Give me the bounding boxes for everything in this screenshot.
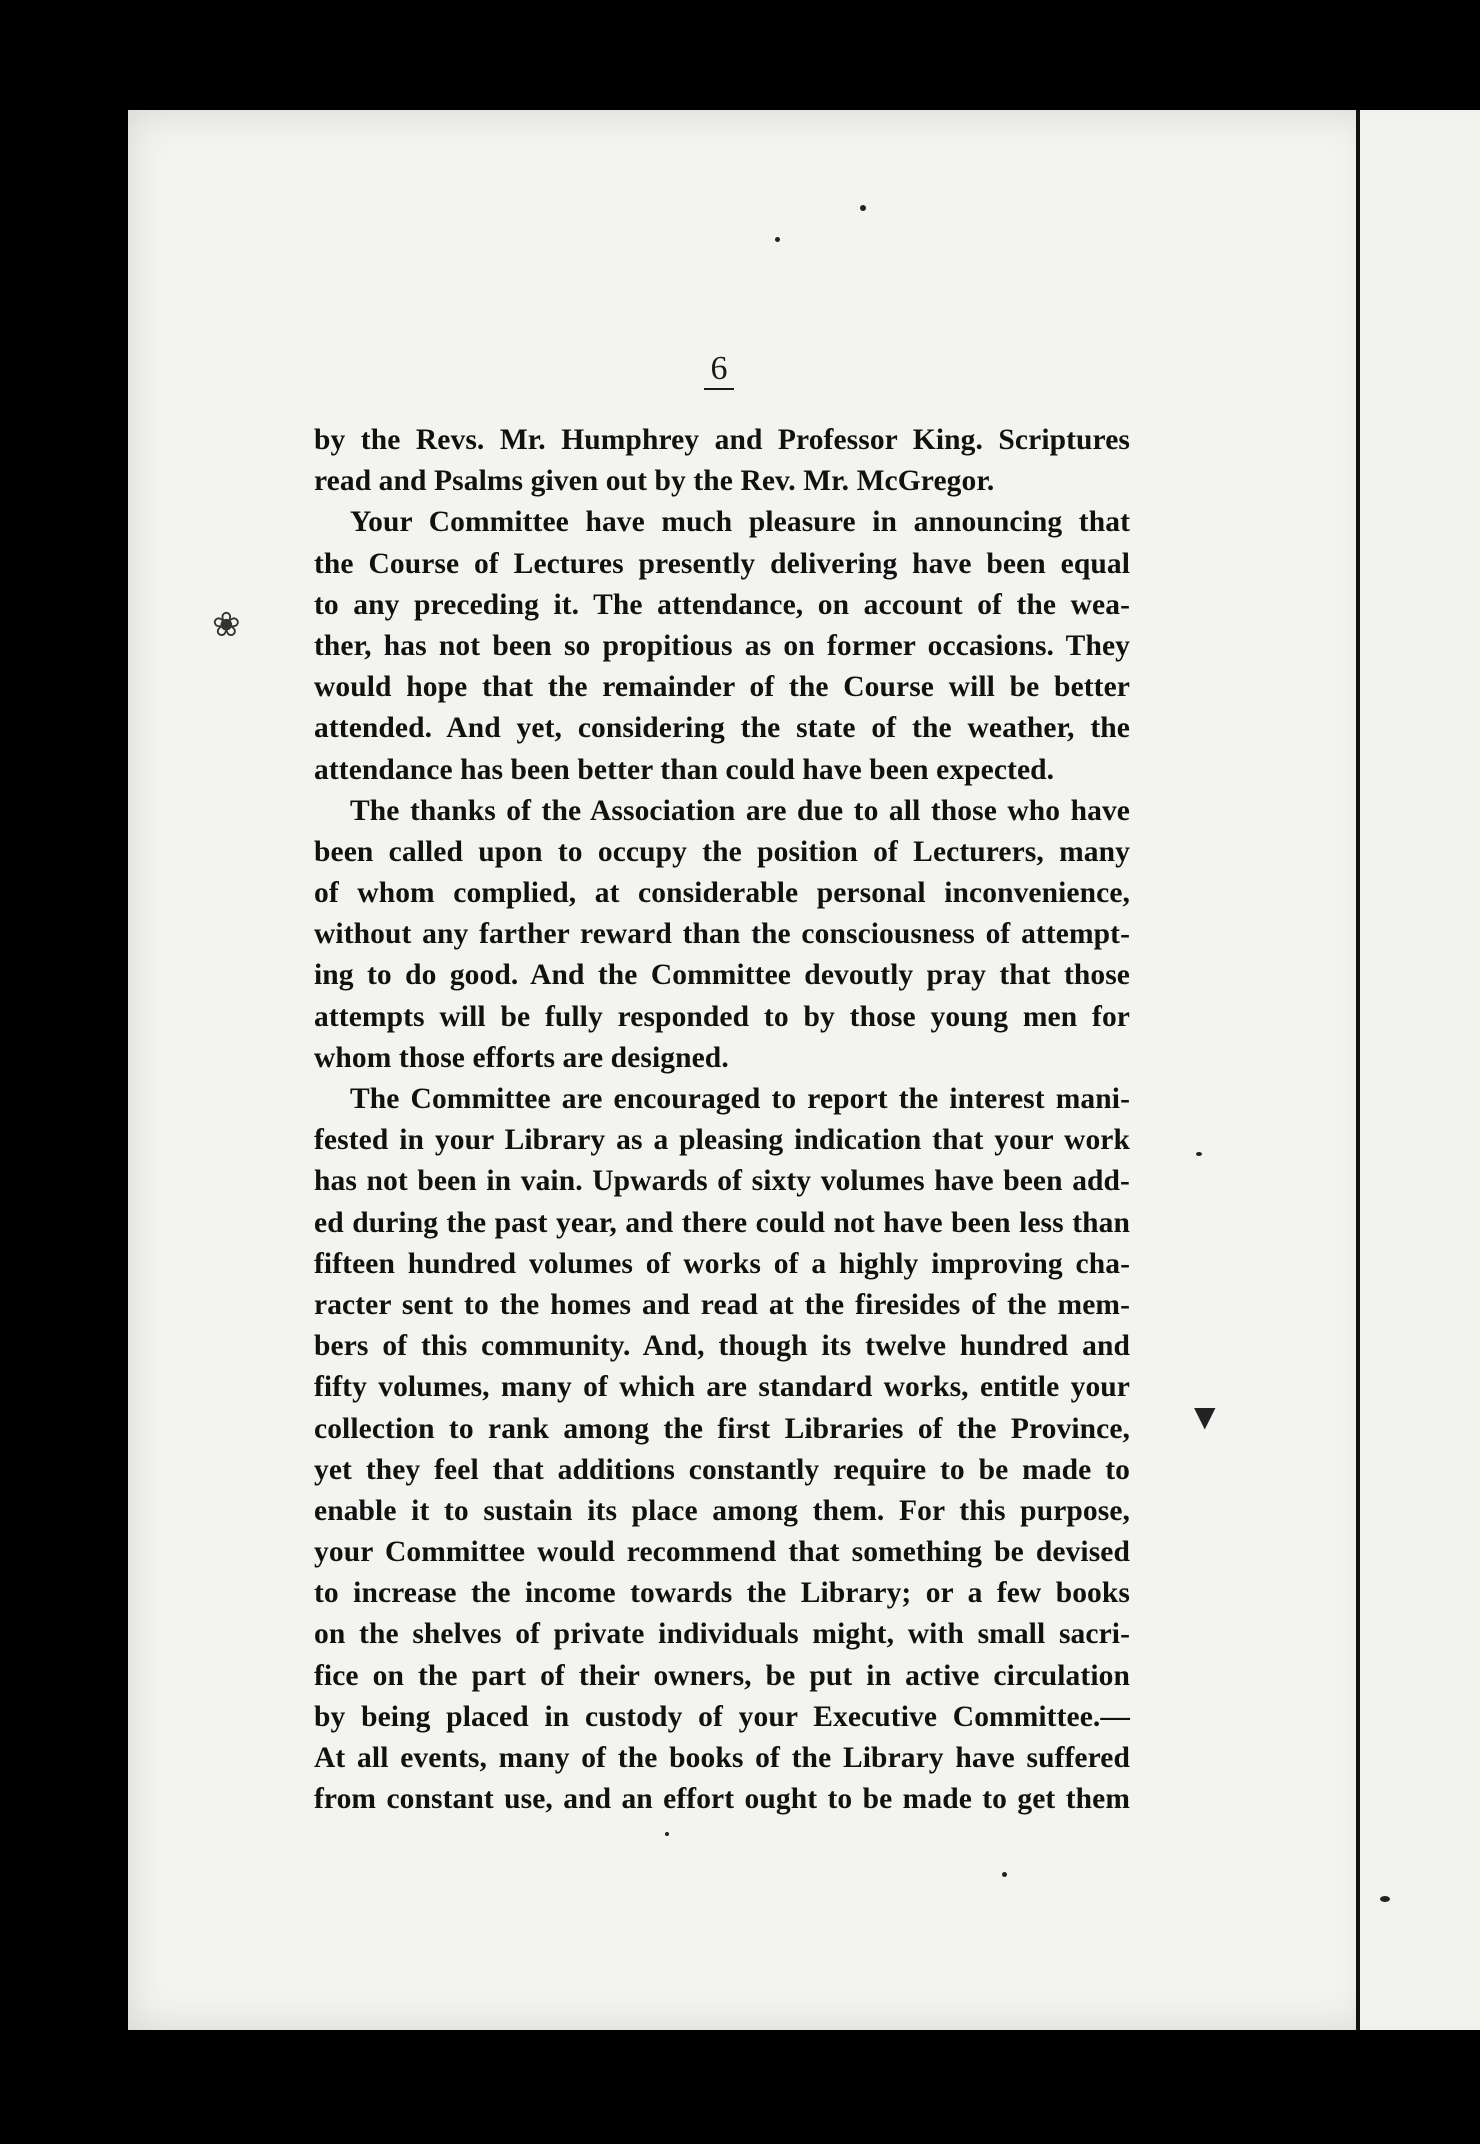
ink-mark: ❀ (212, 605, 241, 645)
text-line: The Committee are encouraged to report the interest mani- (350, 1083, 1130, 1115)
text-line: the Course of Lectures presently delivering have been equal (314, 547, 1130, 580)
text-line: would hope that the remainder of the Course will be better (314, 671, 1130, 704)
text-line: attempts will be fully responded to by those young men for (314, 1000, 1130, 1033)
text-line: your Committee would recommend that something be devised (314, 1536, 1130, 1569)
text-line: whom those efforts are designed. (314, 1041, 729, 1074)
text-line: attendance has been better than could have been expected. (314, 753, 1055, 786)
text-line: racter sent to the homes and read at the firesides of the mem- (314, 1288, 1130, 1321)
text-line: enable it to sustain its place among them. For this purpose, (314, 1494, 1130, 1527)
text-line: on the shelves of private individuals might, with small sacri- (314, 1618, 1130, 1651)
page-number: 6 (704, 350, 734, 390)
text-line: fifty volumes, many of which are standard works, entitle your (314, 1371, 1130, 1404)
scan-speck (665, 1832, 669, 1836)
text-line: yet they feel that additions constantly require to be made to (314, 1453, 1130, 1486)
text-line: ed during the past year, and there could not have been less than (314, 1206, 1130, 1239)
adjacent-page-strip (1360, 110, 1480, 2030)
paragraph (314, 420, 1130, 502)
text-line: by being placed in custody of your Executive Committee.— (314, 1700, 1130, 1733)
text-line: fifteen hundred volumes of works of a highly improving cha- (314, 1247, 1130, 1280)
scan-speck (1196, 1152, 1202, 1156)
text-line: Your Committee have much pleasure in announcing that (350, 506, 1130, 539)
text-line: has not been in vain. Upwards of sixty volumes have been add- (314, 1165, 1130, 1198)
text-line: ther, has not been so propitious as on former occasions. They (314, 629, 1130, 662)
text-line: without any farther reward than the consciousness of attempt- (314, 918, 1130, 951)
text-line: read and Psalms given out by the Rev. Mr. McGregor. (314, 465, 995, 498)
scan-speck (1002, 1872, 1007, 1877)
text-line: to increase the income towards the Library; or a few books (314, 1577, 1130, 1610)
text-line: At all events, many of the books of the Library have suffered (314, 1742, 1130, 1774)
body-text (314, 420, 1130, 1820)
text-line: bers of this community. And, though its twelve hundred and (314, 1330, 1130, 1363)
text-line: by the Revs. Mr. Humphrey and Professor King. Scriptures (314, 424, 1130, 456)
text-line: fice on the part of their owners, be put in active circulation (314, 1659, 1130, 1692)
text-line: ing to do good. And the Committee devoutly pray that those (314, 959, 1130, 992)
text-line: from constant use, and an effort ought to be made to get them (314, 1783, 1130, 1816)
text-line: The thanks of the Association are due to all those who have (350, 794, 1130, 827)
text-line: of whom complied, at considerable personal inconvenience, (314, 877, 1130, 910)
text-line: fested in your Library as a pleasing indication that your work (314, 1124, 1130, 1157)
text-line: collection to rank among the first Libraries of the Province, (314, 1412, 1130, 1445)
text-line: to any preceding it. The attendance, on account of the wea- (314, 588, 1130, 621)
paragraph (314, 791, 1130, 1079)
scan-speck (860, 205, 866, 211)
paragraph (314, 502, 1130, 790)
text-line: attended. And yet, considering the state of the weather, the (314, 712, 1130, 745)
ink-mark: ▼ (1194, 1400, 1216, 1433)
paragraph (314, 1079, 1130, 1820)
scan-speck (1380, 1896, 1390, 1902)
scan-speck (775, 237, 780, 242)
text-line: been called upon to occupy the position of Lecturers, many (314, 835, 1130, 868)
